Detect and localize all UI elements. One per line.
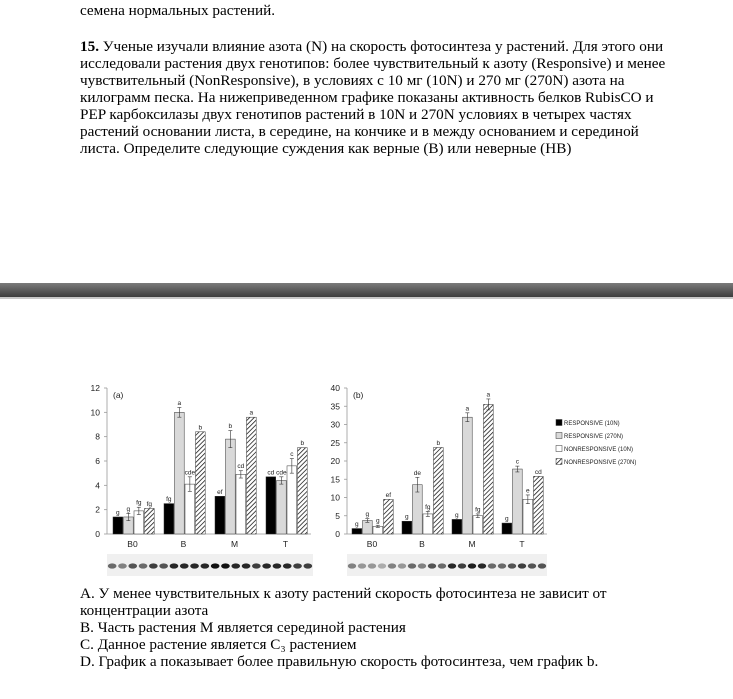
gel-band	[348, 563, 356, 568]
significance-letter: g	[355, 521, 359, 529]
significance-letter: a	[486, 391, 491, 399]
question-15	[80, 38, 680, 157]
bar	[352, 529, 362, 534]
bar	[277, 480, 287, 534]
significance-letter: c	[290, 451, 294, 459]
significance-letter: g	[376, 517, 380, 525]
category-label: M	[230, 539, 239, 549]
y-tick-label: 12	[90, 383, 100, 393]
gel-band	[293, 563, 302, 568]
gel-band	[378, 563, 386, 568]
significance-letter: cde	[184, 469, 196, 477]
gel-band	[458, 563, 466, 568]
bar	[266, 477, 276, 534]
gel-band	[211, 563, 220, 568]
bar	[175, 412, 185, 534]
category-label: M	[468, 539, 476, 549]
gel-band	[108, 563, 117, 568]
bar	[287, 466, 297, 534]
bar	[215, 496, 225, 534]
gel-band	[242, 563, 251, 568]
significance-letter: fg	[425, 503, 431, 511]
chart-legend	[556, 420, 636, 467]
bar	[402, 521, 412, 534]
gel-band	[201, 563, 210, 568]
bar	[226, 439, 236, 534]
page-separator-shadow	[0, 297, 733, 299]
category-label: T	[519, 539, 525, 549]
previous-question-tail: семена нормальных растений.	[80, 2, 276, 19]
bar	[298, 448, 308, 534]
significance-letter: b	[198, 424, 203, 432]
gel-band	[498, 563, 506, 568]
significance-letter: g	[505, 515, 509, 523]
gel-strip	[107, 554, 313, 576]
gel-band	[418, 563, 426, 568]
bar	[423, 514, 433, 534]
gel-band	[358, 563, 366, 568]
significance-letter: ef	[217, 488, 223, 496]
significance-letter: cde	[276, 469, 287, 477]
gel-band	[252, 563, 261, 568]
bar	[236, 474, 246, 534]
significance-letter: g	[455, 511, 459, 519]
significance-letter: fg	[136, 499, 142, 507]
y-tick-label: 30	[330, 419, 340, 430]
gel-band	[128, 563, 137, 568]
bar	[513, 469, 523, 534]
question-line-2: исследовали растения двух генотипов: более чувствительный к азоту (Responsive) и менее	[80, 55, 666, 72]
bar	[463, 417, 473, 534]
y-tick-label: 40	[330, 383, 340, 393]
bar	[247, 417, 257, 534]
legend-swatch	[556, 420, 562, 426]
chart-panel-b	[331, 383, 547, 549]
gel-band	[538, 563, 546, 568]
gel-band	[283, 563, 292, 568]
legend-label: RESPONSIVE (10N)	[564, 421, 620, 427]
panel-label: (b)	[353, 390, 364, 400]
significance-letter: cd	[267, 469, 275, 477]
category-label: B0	[127, 539, 138, 549]
gel-band	[488, 563, 496, 568]
gel-band	[518, 563, 526, 568]
bar	[452, 519, 462, 534]
bar	[145, 508, 155, 534]
figure	[85, 378, 665, 583]
gel-band	[438, 563, 446, 568]
significance-letter: c	[515, 458, 519, 466]
bar	[502, 523, 512, 534]
legend-swatch	[556, 459, 562, 465]
gel-band	[221, 563, 230, 568]
y-tick-label: 2	[95, 504, 100, 515]
y-tick-label: 10	[90, 407, 100, 418]
question-line-7: листа. Определите следующие суждения как верные (В) или неверные (НВ)	[80, 140, 572, 157]
y-tick-label: 6	[95, 456, 100, 466]
y-tick-label: 20	[330, 456, 340, 466]
gel-band	[180, 563, 189, 568]
legend-label: RESPONSIVE (270N)	[564, 434, 624, 440]
gel-band	[478, 563, 486, 568]
panel-label: (a)	[113, 390, 124, 400]
page-separator-band	[0, 283, 733, 297]
option-d: D. График a показывает более правильную скорость фотосинтеза, чем график b.	[80, 653, 599, 670]
y-tick-label: 25	[330, 437, 340, 448]
y-tick-label: 10	[330, 492, 340, 503]
bar	[484, 404, 494, 534]
significance-letter: fg	[146, 500, 153, 508]
bar	[473, 516, 483, 534]
gel-band	[398, 563, 406, 568]
gel-band	[118, 563, 127, 568]
significance-letter: b	[436, 439, 441, 447]
significance-letter: g	[365, 511, 370, 519]
category-label: B0	[366, 539, 378, 549]
gel-band	[190, 563, 199, 568]
significance-letter: g	[405, 513, 409, 521]
question-line-4: килограмм песка. На нижеприведенном графике показаны активность белков RubisCO и	[80, 89, 654, 106]
bar	[113, 517, 123, 534]
gel-band	[528, 563, 536, 568]
question-number: 15	[80, 38, 96, 55]
significance-letter: cd	[237, 463, 245, 471]
legend-swatch	[556, 446, 562, 452]
significance-letter: ef	[385, 491, 392, 499]
y-tick-label: 0	[335, 529, 340, 539]
gel-band	[508, 563, 516, 568]
significance-letter: a	[177, 399, 182, 407]
gel-band	[273, 563, 282, 568]
question-line-5: PEP карбоксилазы двух генотипов растений в 10N и 270N условиях в четырех частях	[80, 106, 632, 123]
y-tick-label: 0	[95, 529, 100, 539]
option-b: B. Часть растения M является серединой растения	[80, 619, 406, 636]
gel-band	[388, 563, 396, 568]
bar	[434, 447, 444, 534]
bar	[534, 476, 544, 534]
significance-letter: cd	[534, 468, 542, 476]
gel-blot-strips	[107, 554, 547, 576]
category-label: B	[180, 539, 187, 549]
option-c: C. Данное растение является C₃ растением	[80, 636, 357, 653]
gel-band	[170, 563, 179, 568]
gel-band	[468, 563, 476, 568]
gel-band	[428, 563, 436, 568]
gel-band	[408, 563, 416, 568]
significance-letter: fg	[475, 506, 481, 514]
gel-band	[139, 563, 148, 568]
significance-letter: a	[465, 405, 470, 413]
question-line-1: 15. Ученые изучали влияние азота (N) на скорость фотосинтеза у растений. Для этого они	[80, 38, 664, 55]
gel-band	[159, 563, 168, 568]
bar	[523, 499, 533, 534]
y-tick-label: 5	[335, 510, 340, 521]
y-tick-label: 15	[330, 474, 340, 485]
gel-band	[304, 563, 313, 568]
significance-letter: e	[526, 487, 530, 495]
significance-letter: g	[116, 509, 120, 517]
gel-band	[448, 563, 456, 568]
gel-strip	[347, 554, 547, 576]
y-tick-label: 35	[330, 401, 340, 412]
bar	[164, 504, 174, 534]
significance-letter: fg	[166, 496, 172, 504]
y-tick-label: 8	[95, 431, 100, 442]
option-a: A. У менее чувствительных к азоту растений скорость фотосинтеза не зависит от	[80, 585, 607, 602]
bar	[196, 432, 206, 534]
significance-letter: b	[228, 423, 233, 431]
option-a-cont: концентрации азота	[80, 602, 209, 619]
significance-letter: a	[249, 409, 254, 417]
category-label: T	[282, 539, 289, 549]
legend-label: NONRESPONSIVE (270N)	[564, 460, 637, 466]
gel-band	[368, 563, 376, 568]
question-line-3: чувствительный (NonResponsive), в условиях с 10 мг (10N) и 270 мг (270N) азота на	[80, 72, 625, 89]
gel-band	[231, 563, 240, 568]
significance-letter: de	[413, 469, 421, 477]
legend-label: NONRESPONSIVE (10N)	[564, 447, 634, 453]
category-label: B	[419, 539, 425, 549]
answer-options	[80, 585, 607, 670]
legend-swatch	[556, 433, 562, 439]
bar	[384, 499, 394, 534]
significance-letter: g	[126, 505, 131, 513]
question-line-6: растений основании листа, в середине, на кончике и в между основанием и серединой	[80, 123, 639, 140]
chart-panel-a	[91, 383, 311, 549]
gel-band	[149, 563, 158, 568]
y-tick-label: 4	[95, 480, 100, 491]
gel-band	[262, 563, 271, 568]
significance-letter: b	[300, 440, 305, 448]
